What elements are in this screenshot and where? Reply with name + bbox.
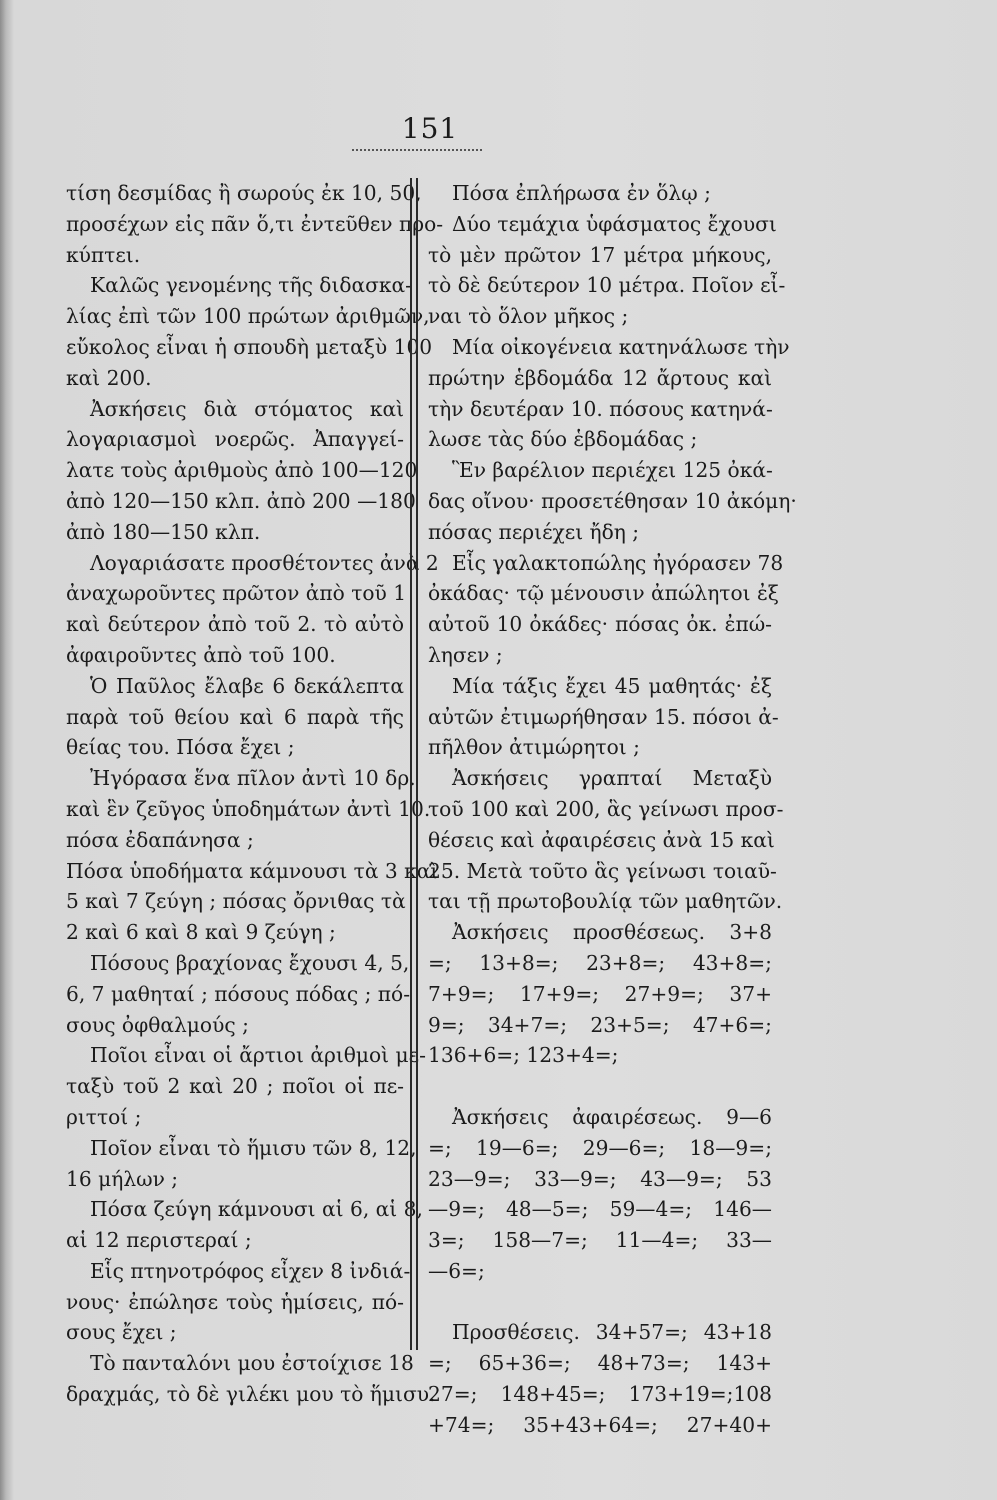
text-line: κύπτει. xyxy=(66,242,141,267)
text-line: Ὁ Παῦλος ἔλαβε 6 δεκάλεπτα xyxy=(90,673,404,698)
text-line xyxy=(428,1287,772,1318)
column-divider xyxy=(410,178,412,1350)
text-line: ριττοί ; xyxy=(66,1104,142,1129)
text-line: σους ἔχει ; xyxy=(66,1320,177,1345)
text-line: Ἠγόρασα ἕνα πῖλον ἀντὶ 10 δρ. xyxy=(90,766,416,791)
text-line: 7+9=; 17+9=; 27+9=; 37+ xyxy=(428,981,772,1006)
text-line: Μία οἰκογένεια κατηνάλωσε τὴν xyxy=(452,334,790,359)
right-column xyxy=(428,178,797,1441)
text-line: ται τῇ πρωτοβουλίᾳ τῶν μαθητῶν. xyxy=(428,889,783,914)
text-line: τὸ μὲν πρῶτον 17 μέτρα μήκους, xyxy=(428,242,772,267)
column-divider-inner xyxy=(416,178,418,1350)
text-line: πρώτην ἑβδομάδα 12 ἄρτους καὶ xyxy=(428,365,772,390)
text-line: +74=; 35+43+64=; 27+40+ xyxy=(428,1412,772,1437)
text-line: νους· ἐπώλησε τοὺς ἡμίσεις, πό- xyxy=(66,1289,404,1314)
text-line: =; 13+8=; 23+8=; 43+8=; xyxy=(428,950,772,975)
text-line: Δύο τεμάχια ὑφάσματος ἔχουσι xyxy=(452,211,777,236)
text-line: =; 65+36=; 48+73=; 143+ xyxy=(428,1351,772,1376)
text-line: Πόσους βραχίονας ἔχουσι 4, 5, xyxy=(90,950,410,975)
text-line: ταξὺ τοῦ 2 καὶ 20 ; ποῖοι οἱ πε- xyxy=(66,1074,404,1099)
text-line: —9=; 48—5=; 59—4=; 146— xyxy=(428,1197,772,1222)
text-line: Πόσα ζεύγη κάμνουσι αἱ 6, αἱ 8, xyxy=(90,1197,423,1222)
text-line: λησεν ; xyxy=(428,642,503,667)
left-column xyxy=(66,178,444,1410)
text-line: Εἷς γαλακτοπώλης ἠγόρασεν 78 xyxy=(452,550,784,575)
text-line: πόσας περιέχει ἤδη ; xyxy=(428,519,640,544)
text-line: θείας του. Πόσα ἔχει ; xyxy=(66,735,295,760)
text-line: 5 καὶ 7 ζεύγη ; πόσας ὄρνιθας τὰ xyxy=(66,889,406,914)
text-line: καὶ 200. xyxy=(66,365,152,390)
text-line: καὶ δεύτερον ἀπὸ τοῦ 2. τὸ αὐτὸ xyxy=(66,612,404,637)
text-line: 25. Μετὰ τοῦτο ἃς γείνωσι τοιαῦ- xyxy=(428,858,777,883)
header-rule xyxy=(352,149,482,151)
text-line: τὸ δὲ δεύτερον 10 μέτρα. Ποῖον εἶ- xyxy=(428,273,786,298)
text-line: Ἀσκήσεις προσθέσεως. 3+8 xyxy=(452,920,772,945)
text-line: εὔκολος εἶναι ἡ σπουδὴ μεταξὺ 100 xyxy=(66,334,433,359)
text-line: ἀπὸ 180—150 κλπ. xyxy=(66,519,261,544)
text-line: ἀφαιροῦντες ἀπὸ τοῦ 100. xyxy=(66,642,336,667)
page-number: 151 xyxy=(401,112,459,145)
text-line: πόσα ἐδαπάνησα ; xyxy=(66,827,254,852)
text-line: παρὰ τοῦ θείου καὶ 6 παρὰ τῆς xyxy=(66,704,404,729)
text-line: Καλῶς γενομένης τῆς διδασκα- xyxy=(90,273,413,298)
text-line: Ἀσκήσεις διὰ στόματος καὶ xyxy=(90,396,404,421)
text-line: ναι τὸ ὅλον μῆκος ; xyxy=(428,304,629,329)
text-line: 136+6=; 123+4=; xyxy=(428,1043,619,1068)
text-line: Ἀσκήσεις ἀφαιρέσεως. 9—6 xyxy=(452,1104,772,1129)
text-line: θέσεις καὶ ἀφαιρέσεις ἀνὰ 15 καὶ xyxy=(428,827,775,852)
text-line: Προσθέσεις. 34+57=; 43+18 xyxy=(452,1320,772,1345)
text-line: 6, 7 μαθηταί ; πόσους πόδας ; πό- xyxy=(66,981,411,1006)
text-line: λογαριασμοὶ νοερῶς. Ἀπαγγεί- xyxy=(66,427,404,452)
text-line: δραχμάς, τὸ δὲ γιλέκι μου τὸ ἥμισυ. xyxy=(66,1382,436,1407)
text-line: τὴν δευτέραν 10. πόσους κατηνά- xyxy=(428,396,773,421)
text-line xyxy=(428,1071,772,1102)
text-line: Τὸ πανταλόνι μου ἐστοίχισε 18 xyxy=(90,1351,414,1376)
text-line: λίας ἐπὶ τῶν 100 πρώτων ἀριθμῶν, xyxy=(66,304,430,329)
text-line: Πόσα ὑποδήματα κάμνουσι τὰ 3 καὶ xyxy=(66,858,439,883)
text-line: λατε τοὺς ἀριθμοὺς ἀπὸ 100—120 xyxy=(66,458,418,483)
text-line: 27=; 148+45=; 173+19=;108 xyxy=(428,1382,772,1407)
text-line: καὶ ἓν ζεῦγος ὑποδημάτων ἀντὶ 10. xyxy=(66,796,431,821)
text-line: 2 καὶ 6 καὶ 8 καὶ 9 ζεύγη ; xyxy=(66,920,336,945)
text-line: Ποῖοι εἶναι οἱ ἄρτιοι ἀριθμοὶ με- xyxy=(90,1043,426,1068)
text-line: ἀναχωροῦντες πρῶτον ἀπὸ τοῦ 1 xyxy=(66,581,407,606)
text-line: Μία τάξις ἔχει 45 μαθητάς· ἐξ xyxy=(452,673,772,698)
text-line: τοῦ 100 καὶ 200, ἃς γείνωσι προσ- xyxy=(428,796,784,821)
text-line: 3=; 158—7=; 11—4=; 33— xyxy=(428,1228,772,1253)
text-line: ἀπὸ 120—150 κλπ. ἀπὸ 200 —180 xyxy=(66,488,416,513)
text-line: δας οἴνου· προσετέθησαν 10 ἀκόμη· xyxy=(428,488,797,513)
text-line: Ἓν βαρέλιον περιέχει 125 ὀκά- xyxy=(452,458,773,483)
text-line: Ἀσκήσεις γραπταί Μεταξὺ xyxy=(452,766,772,791)
text-line: αἱ 12 περιστεραί ; xyxy=(66,1228,252,1253)
text-line: Εἷς πτηνοτρόφος εἶχεν 8 ἰνδιά- xyxy=(90,1258,411,1283)
text-line: τίση δεσμίδας ἢ σωρούς ἐκ 10, 50, xyxy=(66,181,422,205)
text-line: Ποῖον εἶναι τὸ ἥμισυ τῶν 8, 12, xyxy=(90,1135,417,1160)
text-line: προσέχων εἰς πᾶν ὅ,τι ἐντεῦθεν προ- xyxy=(66,211,444,236)
text-line: 23—9=; 33—9=; 43—9=; 53 xyxy=(428,1166,772,1191)
text-line: σους ὀφθαλμούς ; xyxy=(66,1012,249,1037)
text-line: αὐτοῦ 10 ὀκάδες· πόσας ὀκ. ἐπώ- xyxy=(428,612,772,637)
text-line: Λογαριάσατε προσθέτοντες ἀνὰ 2 xyxy=(90,550,439,575)
text-line: Πόσα ἐπλήρωσα ἐν ὅλῳ ; xyxy=(452,181,711,205)
text-line: 16 μήλων ; xyxy=(66,1166,179,1191)
text-line: λωσε τὰς δύο ἑβδομάδας ; xyxy=(428,427,698,452)
text-line: =; 19—6=; 29—6=; 18—9=; xyxy=(428,1135,772,1160)
text-line: αὐτῶν ἐτιμωρήθησαν 15. πόσοι ἀ- xyxy=(428,704,779,729)
text-line: 9=; 34+7=; 23+5=; 47+6=; xyxy=(428,1012,772,1037)
text-line: —6=; xyxy=(428,1258,485,1283)
text-line: ὀκάδας· τῷ μένουσιν ἀπώλητοι ἐξ xyxy=(428,581,779,606)
text-line: πῆλθον ἀτιμώρητοι ; xyxy=(428,735,640,760)
